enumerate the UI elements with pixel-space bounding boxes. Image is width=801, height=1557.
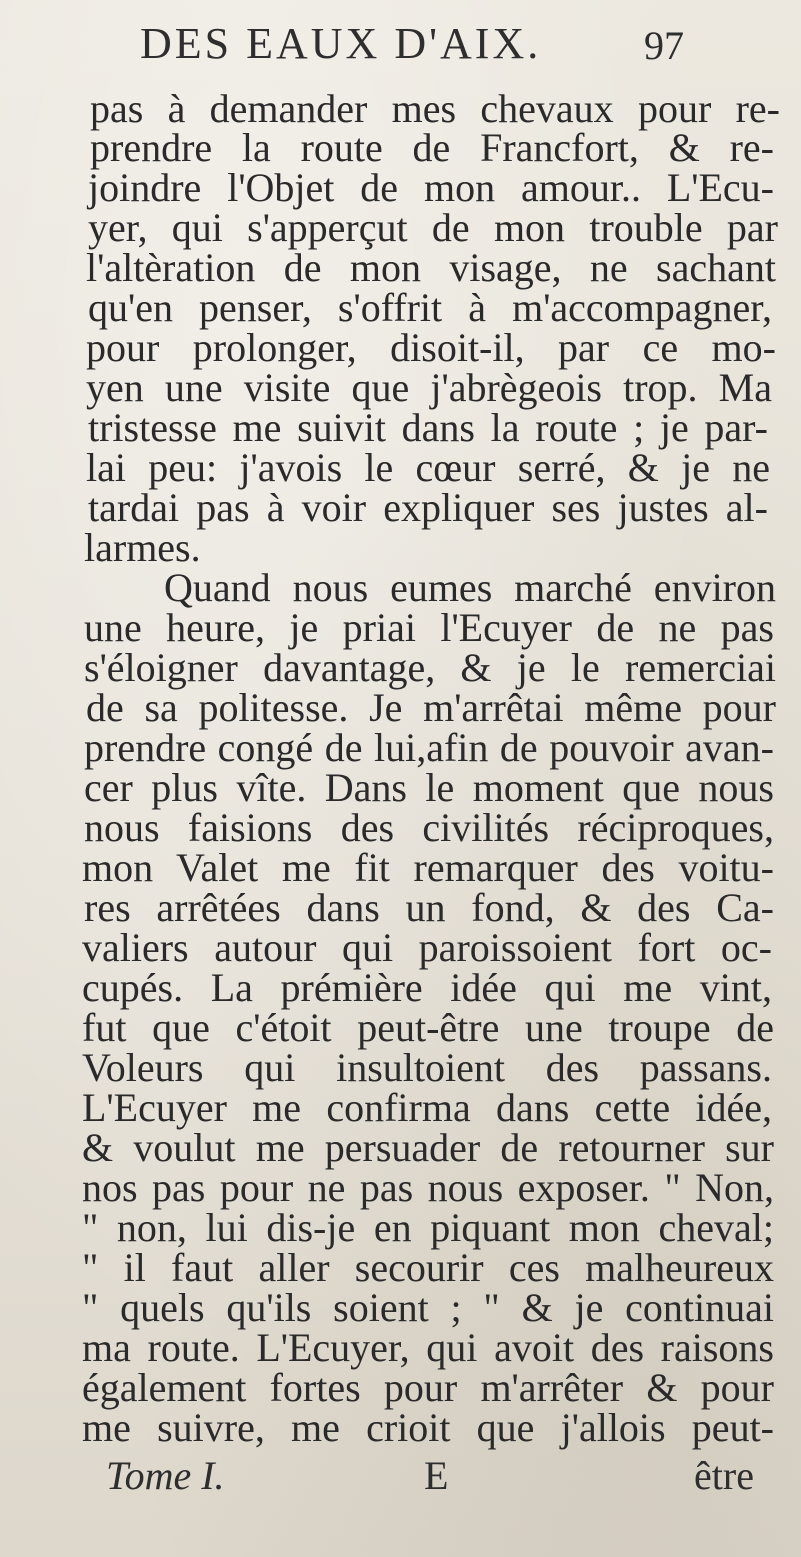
text-line: s'éloigner davantage, & je le remerciai	[84, 645, 776, 690]
volume-mark: Tome I.	[106, 1453, 225, 1498]
text-line: " non, lui dis-je en piquant mon cheval;	[82, 1205, 774, 1250]
text-line: valiers autour qui paroissoient fort oc-	[82, 925, 772, 970]
text-line: & voulut me persuader de retourner sur	[82, 1125, 774, 1170]
signature-mark: E	[424, 1453, 449, 1498]
text-line: joindre l'Objet de mon amour.. L'Ecu-	[88, 165, 774, 210]
catchword: être	[694, 1453, 754, 1498]
text-line: tristesse me suivit dans la route ; je par-	[88, 405, 768, 450]
text-line: nos pas pour ne pas nous exposer. " Non,	[82, 1165, 774, 1210]
text-line: me suivre, me crioit que j'allois peut-	[82, 1405, 774, 1450]
text-line: pas à demander mes chevaux pour re-	[90, 86, 780, 131]
text-line: prendre congé de lui,afin de pouvoir avan-	[84, 725, 774, 770]
text-line: mon Valet me fit remarquer des voitu-	[82, 845, 774, 890]
text-line: L'Ecuyer me confirma dans cette idée,	[82, 1085, 772, 1130]
text-line: " il faut aller secourir ces malheureux	[82, 1245, 774, 1290]
text-line: " quels qu'ils soient ; " & je continuai	[82, 1285, 774, 1330]
page-header	[0, 18, 801, 74]
text-line: cupés. La prémière idée qui me vint,	[82, 965, 772, 1010]
page-footer	[0, 1452, 801, 1498]
text-line: ma route. L'Ecuyer, qui avoit des raisons	[82, 1325, 774, 1370]
text-line: tardai pas à voir expliquer ses justes al-	[88, 485, 768, 530]
text-line: res arrêtées dans un fond, & des Ca-	[84, 885, 774, 930]
text-line: fut que c'étoit peut-être une troupe de	[82, 1005, 774, 1050]
page-number: 97	[644, 23, 684, 68]
text-line: Voleurs qui insultoient des passans.	[82, 1045, 772, 1090]
text-line: de sa politesse. Je m'arrêtai même pour	[86, 685, 776, 730]
text-line: yer, qui s'apperçut de mon trouble par	[88, 205, 778, 250]
text-line: une heure, je priai l'Ecuyer de ne pas	[84, 605, 774, 650]
running-title: DES EAUX D'AIX.	[140, 19, 542, 68]
text-line: Quand nous eumes marché environ	[164, 565, 776, 610]
text-line: larmes.	[84, 525, 201, 570]
text-line: lai peu: j'avois le cœur serré, & je ne	[86, 445, 770, 490]
text-line: cer plus vîte. Dans le moment que nous	[84, 765, 774, 810]
text-line: nous faisions des civilités réciproques,	[84, 805, 774, 850]
text-line: yen une visite que j'abrègeois trop. Ma	[86, 365, 772, 410]
text-line: qu'en penser, s'offrit à m'accompagner,	[88, 285, 772, 330]
text-line: pour prolonger, disoit-il, par ce mo-	[86, 325, 776, 370]
text-line: l'altèration de mon visage, ne sachant	[86, 245, 776, 290]
text-line: également fortes pour m'arrêter & pour	[82, 1365, 774, 1410]
text-line: prendre la route de Francfort, & re-	[90, 125, 774, 170]
